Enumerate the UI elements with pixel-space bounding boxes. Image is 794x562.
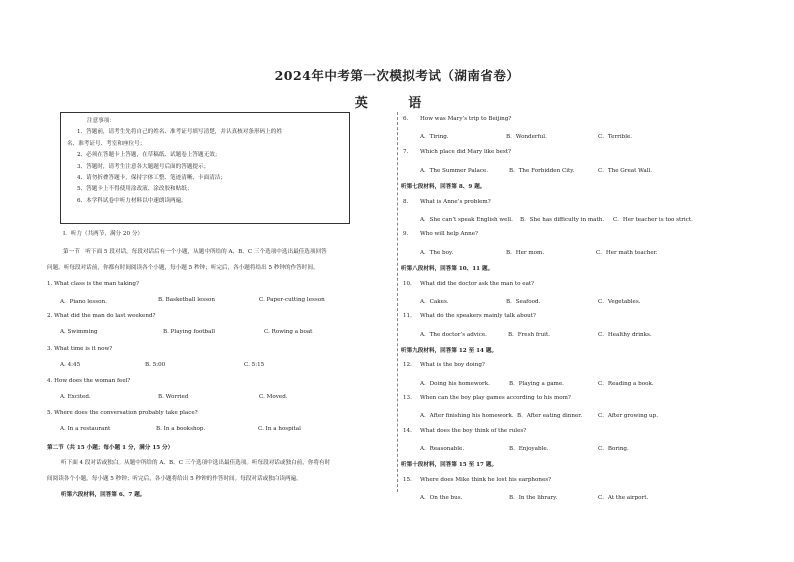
option-5b: B. In a bookshop. <box>156 426 206 432</box>
option-13c: C．After growing up. <box>598 413 659 419</box>
question-5: 5. Where does the conversation probably take place? <box>47 410 198 416</box>
option-2b: B. Playing football <box>163 329 216 335</box>
question-1: 1. What class is the man taking? <box>47 281 139 287</box>
option-12b: B．Playing a game. <box>509 381 564 387</box>
option-6a: A．Tiring. <box>420 134 449 140</box>
option-9a: A．The boy. <box>420 250 454 256</box>
question-9: Who will help Anne? <box>420 231 479 237</box>
option-14a: A．Reasonable. <box>420 446 465 452</box>
notice-box <box>60 112 350 224</box>
option-3c: C. 5:15 <box>244 362 265 368</box>
option-3a: A. 4:45 <box>60 362 81 368</box>
notice-line: 名、准考证号、考室和座位号； <box>67 140 146 147</box>
option-9c: C．Her math teacher. <box>596 250 658 256</box>
option-14c: C．Boring. <box>598 446 629 452</box>
question-number-10: 10. <box>403 281 412 287</box>
option-8c: C．Her teacher is too strict. <box>613 217 693 223</box>
option-9b: B．Her mom. <box>506 250 545 256</box>
option-15a: A．On the bus. <box>420 495 463 501</box>
option-7b: B．The Forbidden City. <box>509 168 575 174</box>
option-8b: B．She has difficulty in math. <box>520 217 605 223</box>
notice-line: 5、答题卡上不得使用涂改液、涂改胶和贴纸； <box>77 186 193 193</box>
option-13b: B．After eating dinner. <box>517 413 583 419</box>
material-7-heading: 听第七段材料，回答第 8、9 题。 <box>401 184 486 190</box>
material-6-heading: 听第六段材料，回答第 6、7 题。 <box>61 492 146 498</box>
option-4c: C. Moved. <box>259 394 288 400</box>
option-11c: C．Healthy drinks. <box>598 332 652 338</box>
option-6c: C．Terrible. <box>598 134 633 140</box>
option-1c: C. Paper-cutting lesson <box>259 297 325 303</box>
question-3: 3. What time is it now? <box>47 346 113 352</box>
question-12: What is the boy doing? <box>420 362 485 368</box>
option-13a: A．After finishing his homework. <box>420 413 514 419</box>
option-15c: C．At the airport. <box>598 495 649 501</box>
notice-line: 1、答题前，请考生先将自己的姓名、准考证号填写清楚，并认真核对条形码上的姓 <box>77 129 282 136</box>
column-divider <box>397 112 398 492</box>
option-7c: C．The Great Wall. <box>598 168 653 174</box>
option-10a: A．Cakes. <box>420 299 449 305</box>
option-3b: B. 5:00 <box>145 362 166 368</box>
question-number-9: 9. <box>403 231 409 237</box>
exam-title: 2024年中考第一次模拟考试（湖南省卷） <box>274 68 520 83</box>
option-11b: B．Fresh fruit. <box>508 332 550 338</box>
option-4b: B. Worried <box>158 394 189 400</box>
question-number-6: 6. <box>403 116 409 122</box>
question-15: Where does Mike think he lost his earphones? <box>420 477 552 483</box>
question-6: How was Mary’s trip to Beijing? <box>420 116 512 122</box>
part2-title: 第二节（共 15 小题；每小题 1 分，满分 15 分） <box>47 445 174 451</box>
question-number-11: 11. <box>403 313 412 319</box>
part2-instruction: 听下面 4 段对话或独白。从题中所给的 A、B、C 三个选项中选出最佳选项。听每段对话或独白前，你将有时 <box>61 460 331 466</box>
question-11: What do the speakers mainly talk about? <box>420 313 536 319</box>
question-number-15: 15. <box>403 477 412 483</box>
notice-line: 3、答题时，请考生注意各大题题号后面的答题提示； <box>77 163 210 170</box>
question-4: 4. How does the woman feel? <box>47 378 131 384</box>
part1-instruction: 问题。听每段对话前，你都有时间阅读各个小题，每小题 5 秒钟；听完后，各小题将给出 5 秒钟的作答时间。 <box>47 265 319 271</box>
option-7a: A．The Summer Palace. <box>420 168 489 174</box>
option-10b: B．Seafood. <box>506 299 541 305</box>
question-2: 2. What did the man do last weekend? <box>47 313 156 319</box>
question-7: Which place did Mary like best? <box>420 149 512 155</box>
option-12c: C．Reading a book. <box>598 381 654 387</box>
option-4a: A. Excited. <box>60 394 91 400</box>
option-15b: B．In the library. <box>509 495 558 501</box>
part2-instruction: 间阅读各个小题，每小题 5 秒钟；听完后，各小题将给出 5 秒钟的作答时间。每段对话或独白读两遍。 <box>47 476 302 482</box>
part1-instruction: 第一节 听下面 5 段对话，每段对话后有一个小题，从题中所给的 A、B、C 三个选项中选出最佳选项回答 <box>63 249 327 255</box>
option-8a: A．She can’t speak English well. <box>420 217 513 223</box>
option-10c: C．Vegetables. <box>598 299 641 305</box>
subject-title: 英 语 <box>354 96 440 111</box>
option-1b: B. Basketball lesson <box>158 297 216 303</box>
question-14: What does the boy think of the rules? <box>420 428 527 434</box>
notice-line: 6、本学科试卷中听力材料以中速朗读两遍。 <box>77 197 187 204</box>
question-13: When can the boy play games according to his mom? <box>420 395 571 401</box>
notice-line: 2、必须在答题卡上答题，在草稿纸、试题卷上答题无效； <box>77 152 221 159</box>
option-14b: B．Enjoyable. <box>509 446 549 452</box>
question-number-14: 14. <box>403 428 412 434</box>
material-8-heading: 听第八段材料，回答第 10、11 题。 <box>401 266 494 272</box>
question-number-13: 13. <box>403 395 412 401</box>
option-2a: A. Swimming <box>60 329 98 335</box>
material-10-heading: 听第十段材料，回答第 15 至 17 题。 <box>401 462 498 468</box>
section-title: I．听力（共两节，满分 20 分） <box>63 231 144 237</box>
option-2c: C. Rowing a boat <box>264 329 313 335</box>
question-number-12: 12. <box>403 362 412 368</box>
question-number-8: 8. <box>403 199 409 205</box>
option-5a: A. In a restaurant <box>60 426 111 432</box>
option-5c: C. In a hospital <box>258 426 301 432</box>
option-11a: A．The doctor’s advice. <box>420 332 487 338</box>
notice-title: 注意事项： <box>87 118 115 124</box>
notice-line: 4、请勿折叠答题卡，保持字体工整、笔迹清晰、卡面清洁； <box>77 175 226 182</box>
question-8: What is Anne’s problem? <box>420 199 491 205</box>
option-6b: B．Wonderful. <box>506 134 547 140</box>
option-12a: A．Doing his homework. <box>420 381 490 387</box>
question-10: What did the doctor ask the man to eat? <box>420 281 535 287</box>
option-1a: A．Piano lesson. <box>60 299 107 305</box>
material-9-heading: 听第九段材料，回答第 12 至 14 题。 <box>401 348 498 354</box>
question-number-7: 7. <box>403 149 409 155</box>
